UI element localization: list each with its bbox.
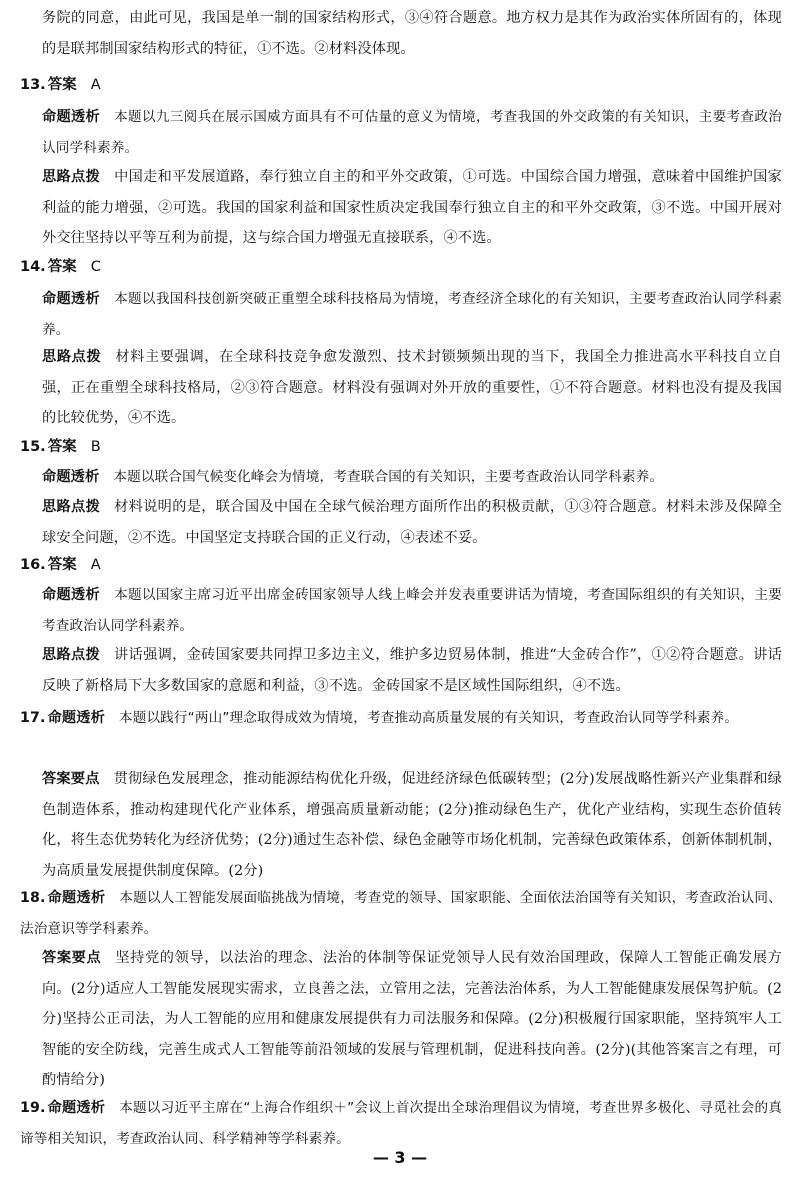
question-number: 15.	[20, 439, 46, 455]
question-19-analysis	[20, 1093, 782, 1154]
question-number: 18.	[20, 890, 46, 906]
analysis-label: 命题透析	[42, 587, 101, 603]
question-14-tips	[42, 342, 782, 434]
analysis-text: 本题以习近平主席在“上海合作组织＋”会议上首次提出全球治理倡议为情境，考查世界多极化、寻觅社会的真谛等相关知识，考查政治认同、科学精神等学科素养。	[20, 1100, 782, 1147]
analysis-label: 命题透析	[42, 291, 101, 307]
tips-label: 思路点拨	[42, 349, 102, 365]
analysis-label: 命题透析	[47, 710, 105, 726]
page-number: — 3 —	[372, 1148, 428, 1167]
question-15-analysis	[42, 462, 782, 493]
tips-text: 讲话强调，金砖国家要共同捍卫多边主义，维护多边贸易体制，推进“大金砖合作”，①②符合题意。讲话反映了新格局下大多数国家的意愿和利益，③不选。金砖国家不是区域性国际组织，④不选。	[42, 647, 782, 694]
analysis-text: 本题以九三阅兵在展示国威方面具有不可估量的意义为情境，考查我国的外交政策的有关知识，主要考查政治认同学科素养。	[42, 109, 782, 156]
key-points-text: 贯彻绿色发展理念，推动能源结构优化升级，促进经济绿色低碳转型；(2分)发展战略性新兴产业集群和绿色制造体系，推动构建现代化产业体系，增强高质量新动能；(2分)推动绿色生产，优化产业结构，实现生态价值转化，将生态优势转化为经济优势；(2分)通过生态补偿、绿色金融等市场化机制，完善绿色政策体系，创新体制机制，为高质量发展提供制度保障。(2分)	[42, 771, 782, 879]
question-number: 17.	[20, 710, 46, 726]
question-15-answer	[20, 434, 101, 460]
tips-text: 中国走和平发展道路，奉行独立自主的和平外交政策，①可选。中国综合国力增强，意味着中国维护国家利益的能力增强，②可选。我国的国家利益和国家性质决定我国奉行独立自主的和平外交政策，③不选。中国开展对外交往坚持以平等互利为前提，这与综合国力增强无直接联系，④不选。	[42, 169, 783, 246]
analysis-text: 本题以我国科技创新突破正重塑全球科技格局为情境，考查经济全球化的有关知识，主要考查政治认同学科素养。	[42, 291, 782, 338]
question-14-answer	[20, 254, 101, 280]
question-17-key-points	[42, 764, 782, 886]
key-points-label: 答案要点	[42, 771, 100, 787]
answer-label: 答案	[47, 439, 77, 455]
question-14-analysis	[42, 284, 782, 345]
question-13-answer	[20, 72, 101, 98]
answer-value: B	[90, 439, 101, 455]
tips-text: 材料主要强调，在全球科技竞争愈发激烈、技术封锁频频出现的当下，我国全力推进高水平科技自立自强，正在重塑全球科技格局，②③符合题意。材料没有强调对外开放的重要性，①不符合题意。材料也没有提及我国的比较优势，④不选。	[42, 349, 782, 426]
answer-value: C	[90, 259, 101, 275]
analysis-text: 本题以践行“两山”理念取得成效为情境，考查推动高质量发展的有关知识，考查政治认同等学科素养。	[118, 710, 739, 726]
analysis-text: 本题以联合国气候变化峰会为情境，考查联合国的有关知识，主要考查政治认同学科素养。	[113, 469, 664, 485]
tips-text: 材料说明的是，联合国及中国在全球气候治理方面所作出的积极贡献，①③符合题意。材料未涉及保障全球安全问题，②不选。中国坚定支持联合国的正义行动，④表述不妥。	[42, 499, 783, 546]
question-number: 13.	[20, 77, 46, 93]
question-18-key-points	[42, 943, 782, 1096]
continuation-paragraph: 务院的同意，由此可见，我国是单一制的国家结构形式，③④符合题意。地方权力是其作为政治实体所固有的，体现的是联邦制国家结构形式的特征，①不选。②材料没体现。	[42, 10, 782, 57]
question-16-analysis	[42, 580, 782, 641]
question-17-analysis	[20, 703, 782, 734]
analysis-label: 命题透析	[42, 109, 101, 125]
question-16-tips	[42, 640, 782, 701]
analysis-label: 命题透析	[47, 890, 106, 906]
analysis-label: 命题透析	[42, 469, 100, 485]
analysis-text: 本题以人工智能发展面临挑战为情境，考查党的领导、国家职能、全面依法治国等有关知识，考查政治认同、法治意识等学科素养。	[20, 890, 782, 937]
answer-label: 答案	[47, 557, 77, 573]
question-13-analysis	[42, 102, 782, 163]
key-points-text: 坚持党的领导，以法治的理念、法治的体制等保证党领导人民有效治国理政，保障人工智能正确发展方向。(2分)适应人工智能发展现实需求，立良善之法，立管用之法，完善法治体系，为人工智能健康发展保驾护航。(2分)坚持公正司法，为人工智能的应用和健康发展提供有力司法服务和保障。(2分)积极履行国家职能，坚持筑牢人工智能的安全防线，完善生成式人工智能等前沿领域的发展与管理机制，促进科技向善。(2分)(其他答案言之有理，可酌情给分)	[42, 950, 782, 1088]
question-15-tips	[42, 492, 782, 553]
analysis-text: 本题以国家主席习近平出席金砖国家领导人线上峰会并发表重要讲话为情境，考查国际组织的有关知识，主要考查政治认同学科素养。	[42, 587, 782, 634]
tips-label: 思路点拨	[42, 169, 101, 185]
tips-label: 思路点拨	[42, 499, 101, 515]
question-13-tips	[42, 162, 782, 254]
answer-label: 答案	[47, 77, 77, 93]
question-number: 19.	[20, 1100, 46, 1116]
answer-label: 答案	[47, 259, 77, 275]
question-number: 14.	[20, 259, 46, 275]
answer-value: A	[90, 557, 101, 573]
answer-value: A	[90, 77, 101, 93]
question-18-analysis	[20, 883, 782, 944]
analysis-label: 命题透析	[47, 1100, 106, 1116]
question-16-answer	[20, 552, 101, 578]
key-points-label: 答案要点	[42, 950, 102, 966]
tips-label: 思路点拨	[42, 647, 101, 663]
question-number: 16.	[20, 557, 46, 573]
